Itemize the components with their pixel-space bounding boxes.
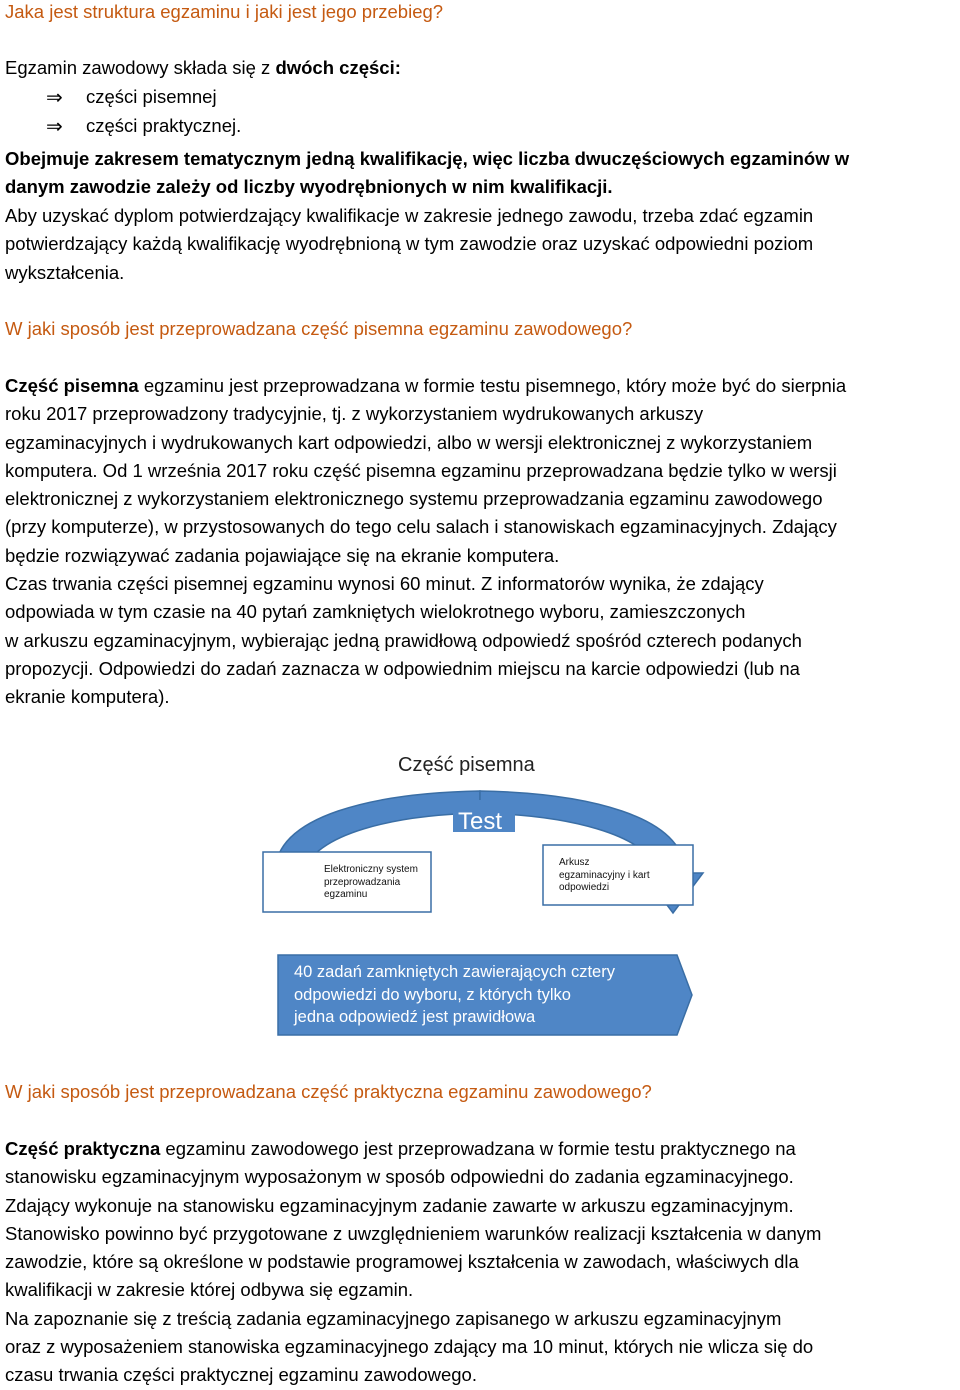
text-line: potwierdzający każdą kwalifikację wyodrębnioną w tym zawodzie oraz uzyskać odpowiedni poziom: [5, 233, 814, 255]
text-line: komputera. Od 1 września 2017 roku część pisemna egzaminu przeprowadzana będzie tylko w wersji: [5, 459, 837, 481]
bold-paragraph: [5, 145, 849, 202]
text-line: roku 2017 przeprowadzony tradycyjnie, tj. z wykorzystaniem wydrukowanych arkuszy: [5, 403, 704, 425]
text-line: jedna odpowiedź jest prawidłowa: [294, 1008, 536, 1026]
diagram-title: Część pisemna: [398, 754, 535, 776]
text-line: propozycji. Odpowiedzi do zadań zaznacza w odpowiednim miejscu na karcie odpowiedzi (lub na: [5, 657, 800, 679]
text-line: stanowisku egzaminacyjnym wyposażonym w sposób odpowiedni do zadania egzaminacyjnego.: [5, 1166, 794, 1188]
section-heading-pisemna: W jaki sposób jest przeprowadzana część pisemna egzaminu zawodowego?: [5, 318, 633, 339]
text-line: Obejmuje zakresem tematycznym jedną kwalifikację, więc liczba dwuczęściowych egzaminów w: [5, 148, 850, 169]
text-line: Czas trwania części pisemnej egzaminu wynosi 60 minut. Z informatorów wynika, że zdający: [5, 573, 764, 595]
text-line: ekranie komputera).: [5, 686, 170, 708]
text-fragment: egzaminu jest przeprowadzana w formie testu pisemnego, który może być do sierpnia: [138, 375, 847, 396]
text-line: Aby uzyskać dyplom potwierdzający kwalifikacje w zakresie jednego zawodu, trzeba zdać egzamin: [5, 205, 814, 226]
text-line: odpowiada w tym czasie na 40 pytań zamkniętych wielokrotnego wyboru, zamieszczonych: [5, 601, 746, 623]
text-line: 40 zadań zamkniętych zawierających cztery: [294, 963, 615, 981]
text-line: [5, 372, 846, 400]
text-line: egzaminacyjny i kart: [559, 869, 650, 881]
text-line: wykształcenia.: [5, 261, 125, 283]
section-heading-praktyczna: W jaki sposób jest przeprowadzana część praktyczna egzaminu zawodowego?: [5, 1081, 652, 1102]
dyplom-paragraph: [5, 202, 813, 287]
main-heading: Jaka jest struktura egzaminu i jaki jest jego przebieg?: [5, 1, 444, 22]
text-line: elektronicznej z wykorzystaniem elektronicznego systemu przeprowadzania egzaminu zawodowego: [5, 488, 823, 510]
exam-diagram: [255, 745, 705, 1045]
list-item-praktyczna: części praktycznej.: [86, 115, 242, 136]
double-arrow-icon: ⇒: [46, 116, 63, 138]
text-line: odpowiedzi: [559, 882, 610, 893]
intro-lead-bold: dwóch części:: [275, 57, 401, 78]
praktyczna-paragraph: [5, 1135, 821, 1390]
text-fragment: egzaminu zawodowego jest przeprowadzana w formie testu praktycznego na: [160, 1138, 796, 1159]
text-line: oraz z wyposażeniem stanowiska egzaminacyjnego zdający ma 10 minut, których nie wlicza się do: [5, 1336, 814, 1358]
right-box-label: [559, 857, 650, 895]
intro-lead: Egzamin zawodowy składa się z: [5, 57, 276, 78]
text-line: egzaminacyjnych i wydrukowanych kart odpowiedzi, albo w wersji elektronicznej z wykorzystaniem: [5, 431, 813, 453]
bold-term: Część praktyczna: [5, 1138, 161, 1159]
bold-term: Część pisemna: [5, 375, 139, 396]
text-line: będzie rozwiązywać zadania pojawiające się na ekranie komputera.: [5, 544, 560, 566]
text-line: odpowiedzi do wyboru, z których tylko: [294, 985, 571, 1004]
text-line: Elektroniczny system: [324, 864, 418, 875]
bottom-box-label: [294, 961, 615, 1029]
text-line: danym zawodzie zależy od liczby wyodrębnionych w nim kwalifikacji.: [5, 176, 613, 198]
text-line: Stanowisko powinno być przygotowane z uwzględnieniem warunków realizacji kształcenia w danym: [5, 1222, 822, 1244]
text-line: przeprowadzania: [324, 876, 401, 888]
pisemna-paragraph: [5, 372, 846, 712]
text-line: Na zapoznanie się z treścią zadania egzaminacyjnego zapisanego w arkuszu egzaminacyjnym: [5, 1307, 782, 1329]
text-line: zawodzie, które są określone w podstawie programowej kształcenia w zawodach, właściwych dla: [5, 1251, 799, 1273]
intro-line: [5, 54, 401, 82]
text-line: Zdający wykonuje na stanowisku egzaminacyjnym zadanie zawarte w arkuszu egzaminacyjnym.: [5, 1194, 794, 1216]
text-line: [5, 1135, 821, 1163]
text-line: czasu trwania części praktycznej egzaminu zawodowego.: [5, 1364, 477, 1386]
text-line: w arkuszu egzaminacyjnym, wybierając jedną prawidłową odpowiedź spośród czterech podanych: [5, 629, 802, 651]
list-item-pisemna: części pisemnej: [86, 86, 217, 107]
double-arrow-icon: ⇒: [46, 87, 63, 109]
text-line: kwalifikacji w zakresie której odbywa się egzamin.: [5, 1279, 414, 1301]
test-label: Test: [458, 808, 503, 835]
text-line: (przy komputerze), w przystosowanych do tego celu salach i stanowiskach egzaminacyjnych. Zdający: [5, 516, 837, 538]
left-box-label: [324, 864, 418, 902]
text-line: egzaminu: [324, 889, 368, 900]
text-line: Arkusz: [559, 857, 590, 868]
